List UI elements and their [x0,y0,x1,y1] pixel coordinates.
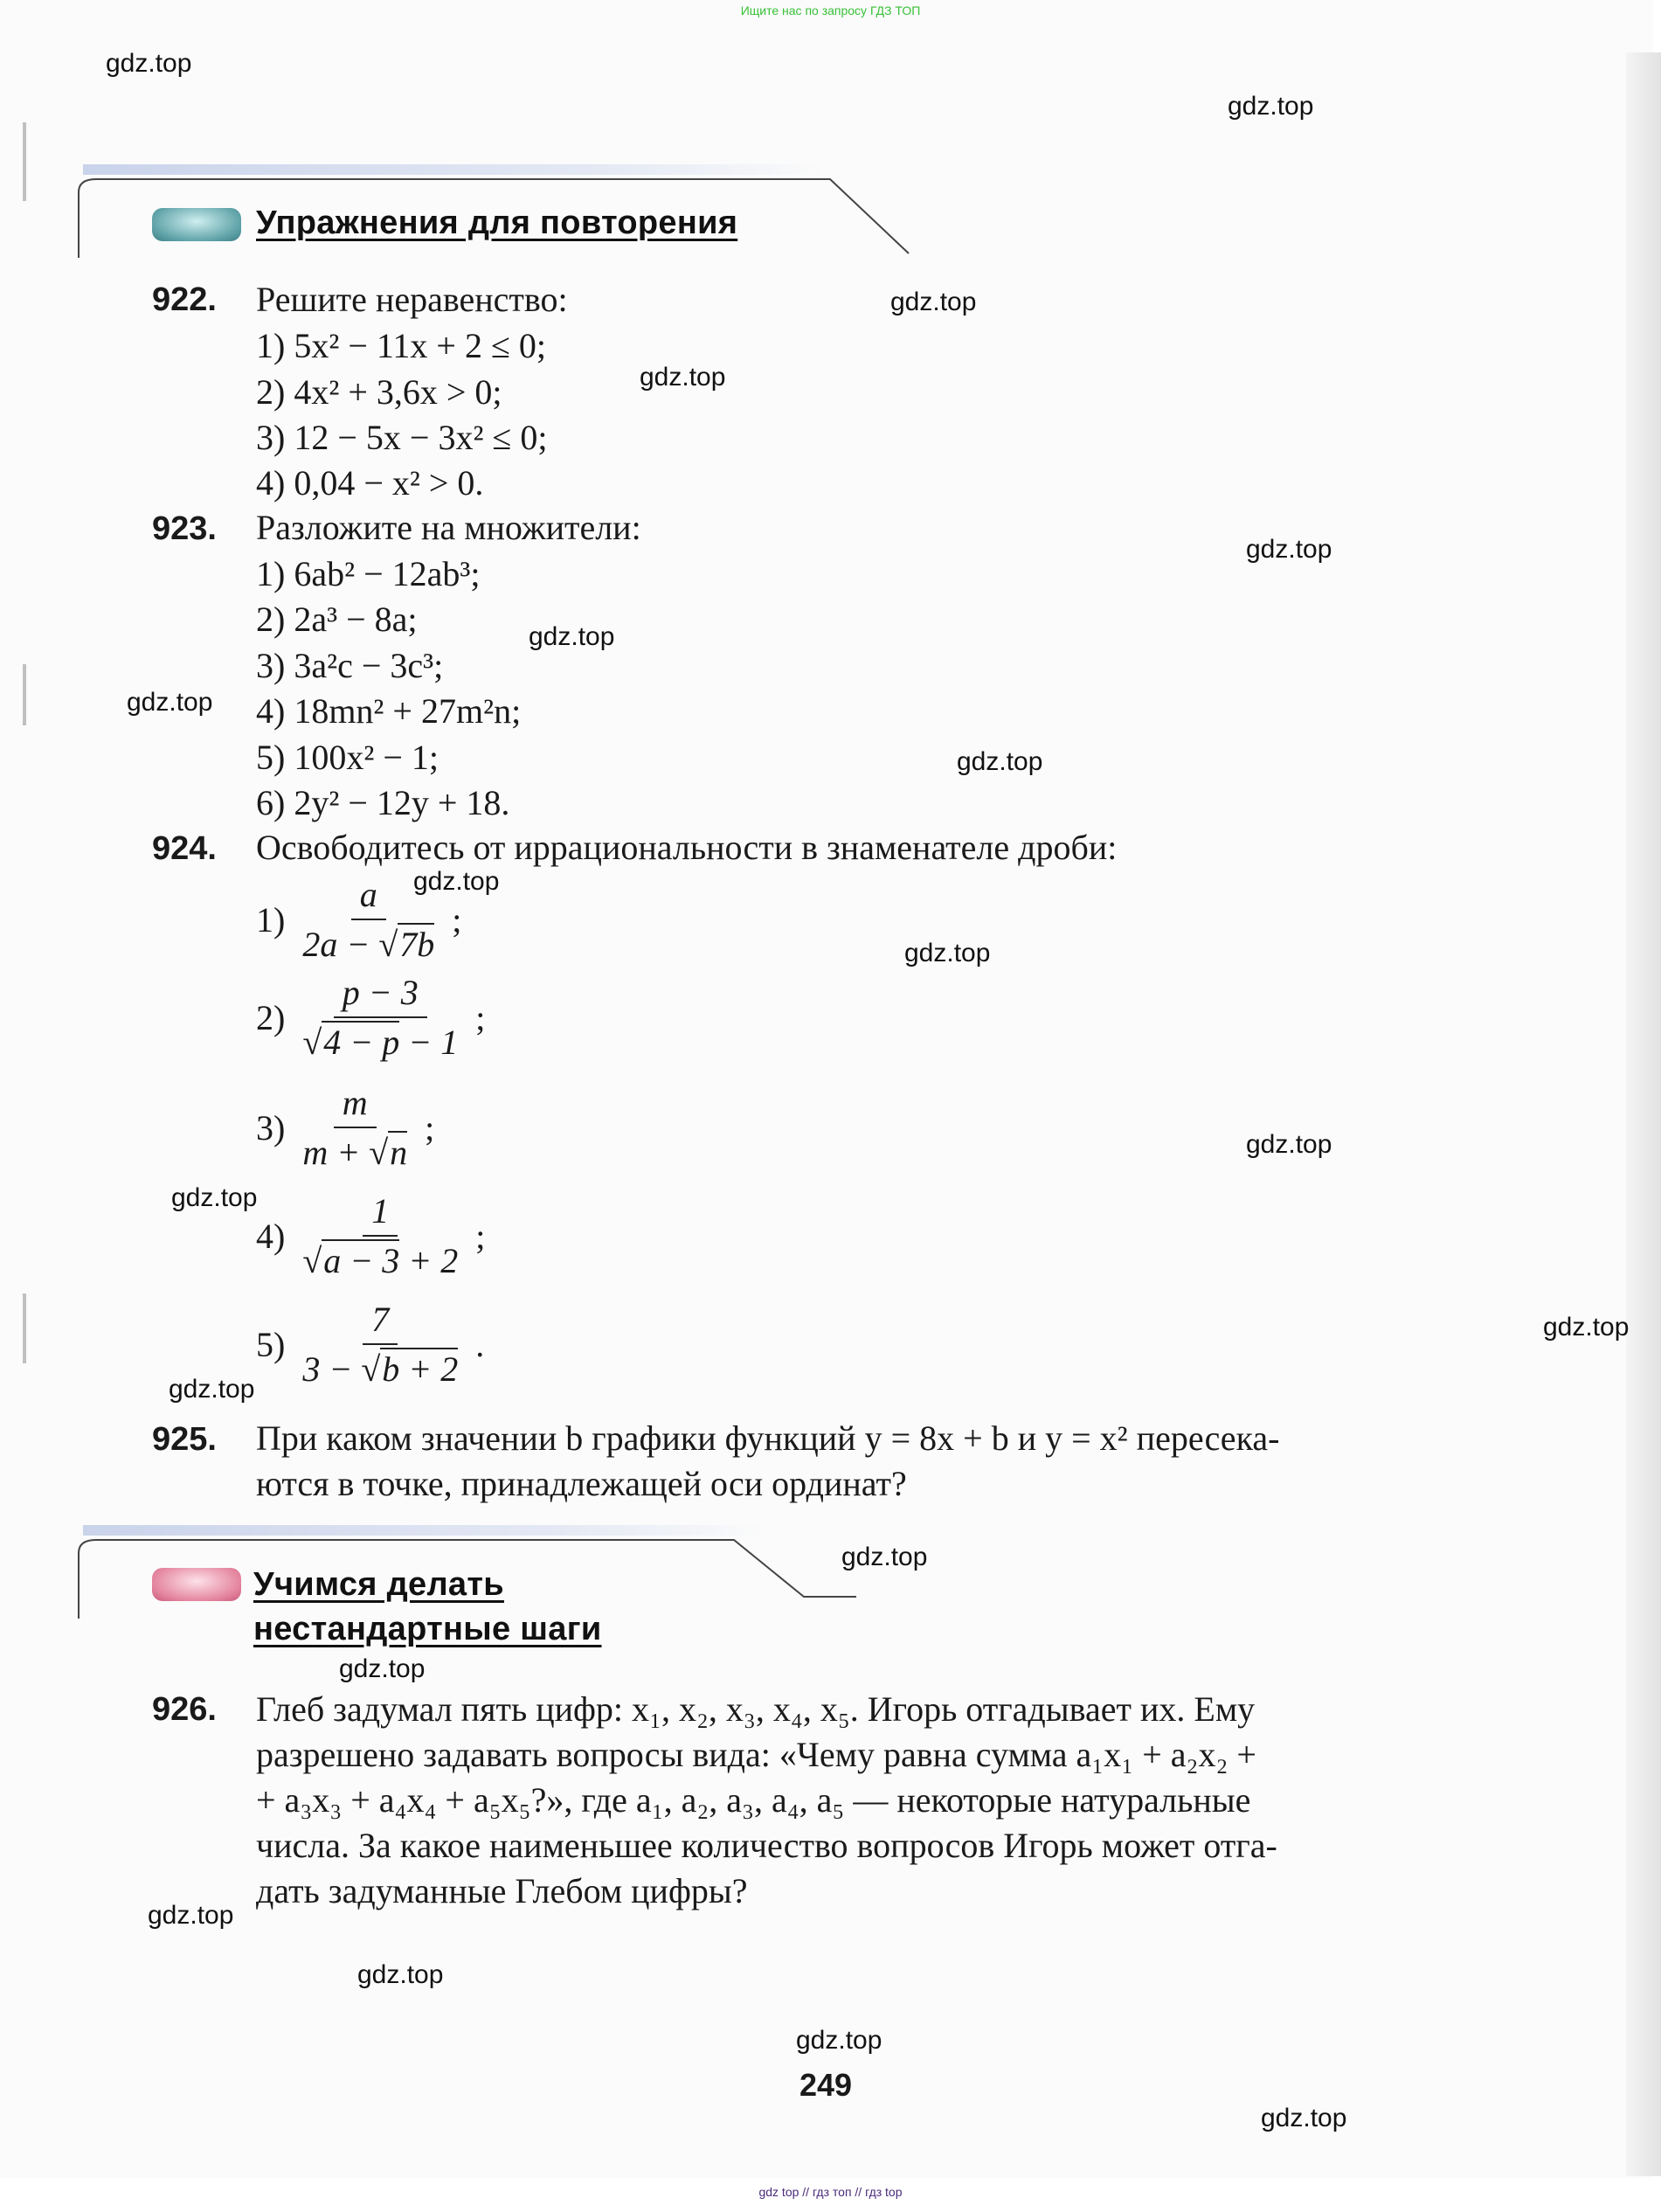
fraction-item [256,972,485,1063]
radicand: a − 3 [323,1241,400,1280]
problem-text: Освободитесь от иррациональности в знаменателе дроби: [256,828,1118,867]
problem-number: 925. [152,1421,217,1458]
problem-item: 4) 0,04 − x² > 0. [256,463,484,503]
fraction-item [256,1299,484,1390]
denominator [294,1345,467,1390]
fraction-item [256,1190,485,1281]
watermark-link[interactable]: gdz.top [890,288,977,316]
problem-text: числа. За какое наименьшее количество вопросов Игорь может отга- [256,1826,1277,1865]
radicand: b + 2 [382,1349,459,1389]
watermark-link[interactable]: gdz.top [1543,1313,1630,1342]
problem-item: 5) 100x² − 1; [256,738,439,777]
watermark-link[interactable]: gdz.top [413,867,500,896]
punctuation: ; [475,997,486,1037]
punctuation: ; [475,1216,486,1256]
problem-number: 922. [152,281,217,318]
problem-text: Глеб задумал пять цифр: x₁, x₂, x₃, x₄, x₅. Игорь отгадывает их. Ему [256,1689,1256,1729]
denominator-prefix: 2a − [302,925,379,964]
section-title: Упражнения для повторения [256,205,738,241]
numerator: p − 3 [334,972,427,1018]
problem-item: 6) 2y² − 12y + 18. [256,783,510,822]
radicand: 4 − p [323,1023,400,1062]
binding-mark [23,664,26,725]
watermark-link[interactable]: gdz.top [841,1543,928,1571]
binding-mark [23,1293,26,1363]
denominator-suffix: − 1 [399,1023,459,1062]
item-label: 1) [256,899,286,940]
item-label: 3) [256,1107,286,1148]
fraction [294,1082,416,1173]
problem-text: Разложите на множители: [256,508,641,547]
problem-item: 2) 2a³ − 8a; [256,600,418,639]
problem-text: + a₃x₃ + a₄x₄ + a₅x₅?», где a₁, a₂, a₃, a₄, a₅ — некоторые натуральные [256,1780,1251,1820]
watermark-link[interactable]: gdz.top [1261,2104,1347,2132]
problem-text: Решите неравенство: [256,280,568,319]
item-label: 5) [256,1324,286,1364]
footer-links[interactable]: gdz top // гдз топ // гдз top [758,2185,903,2199]
numerator: m [334,1082,377,1128]
watermark-link[interactable]: gdz.top [957,747,1043,776]
watermark-link[interactable]: gdz.top [171,1183,258,1212]
radicand: n [390,1133,408,1172]
fraction [294,972,467,1063]
watermark-link[interactable]: gdz.top [529,622,615,651]
watermark-link[interactable]: gdz.top [1246,1130,1332,1159]
binding-mark [23,122,26,201]
denominator [294,1018,467,1063]
denominator [294,1237,467,1281]
problem-number: 923. [152,510,217,547]
watermark-link[interactable]: gdz.top [148,1901,234,1930]
radicand: 7b [399,925,435,964]
problem-number: 926. [152,1691,217,1728]
fraction [294,1190,467,1281]
watermark-link[interactable]: gdz.top [106,49,192,78]
top-banner-text[interactable]: Ищите нас по запросу ГДЗ ТОП [740,3,921,17]
problem-text: разрешено задавать вопросы вида: «Чему равна сумма a₁x₁ + a₂x₂ + [256,1735,1256,1774]
denominator-prefix: 3 − [302,1349,362,1389]
section-icon [152,208,241,241]
watermark-link[interactable]: gdz.top [339,1654,426,1683]
section-icon [152,1568,241,1601]
punctuation: ; [425,1107,435,1148]
problem-text: При каком значении b графики функций y = 8x + b и y = x² пересека- [256,1418,1280,1458]
section-title-line1: Учимся делать [253,1566,504,1603]
watermark-link[interactable]: gdz.top [1246,535,1332,564]
section-title-line2: нестандартные шаги [253,1611,602,1647]
watermark-link[interactable]: gdz.top [1228,92,1314,121]
item-label: 2) [256,997,286,1037]
numerator: 1 [363,1190,398,1237]
punctuation: . [475,1324,485,1364]
problem-text: дать задуманные Глебом цифры? [256,1871,748,1910]
watermark-link[interactable]: gdz.top [169,1375,255,1404]
denominator-prefix: m + [302,1133,370,1172]
watermark-link[interactable]: gdz.top [796,2026,882,2055]
denominator [294,1128,416,1173]
problem-item: 4) 18mn² + 27m²n; [256,691,522,731]
problem-item: 3) 3a²c − 3c³; [256,646,444,685]
sqrt-icon: √ [302,1023,322,1062]
problem-item: 1) 5x² − 11x + 2 ≤ 0; [256,326,547,365]
problem-item: 2) 4x² + 3,6x > 0; [256,372,502,412]
sqrt-icon: √ [369,1133,389,1172]
problem-text: ются в точке, принадлежащей оси ординат? [256,1464,907,1503]
sqrt-icon: √ [361,1349,381,1389]
watermark-link[interactable]: gdz.top [640,363,726,392]
fraction [294,1299,467,1390]
sqrt-icon: √ [302,1241,322,1280]
punctuation: ; [452,899,462,940]
problem-number: 924. [152,830,217,867]
fraction-item [256,1082,434,1173]
denominator-suffix: + 2 [399,1241,459,1280]
watermark-link[interactable]: gdz.top [357,1960,444,1989]
numerator: a [351,874,386,920]
page-number: 249 [799,2067,853,2103]
problem-item: 1) 6ab² − 12ab³; [256,554,481,593]
denominator [294,920,443,965]
numerator: 7 [363,1299,398,1345]
item-label: 4) [256,1216,286,1256]
watermark-link[interactable]: gdz.top [904,939,991,967]
page-edge [1626,52,1661,2176]
watermark-link[interactable]: gdz.top [127,688,213,717]
problem-item: 3) 12 − 5x − 3x² ≤ 0; [256,418,548,457]
sqrt-icon: √ [378,925,398,964]
